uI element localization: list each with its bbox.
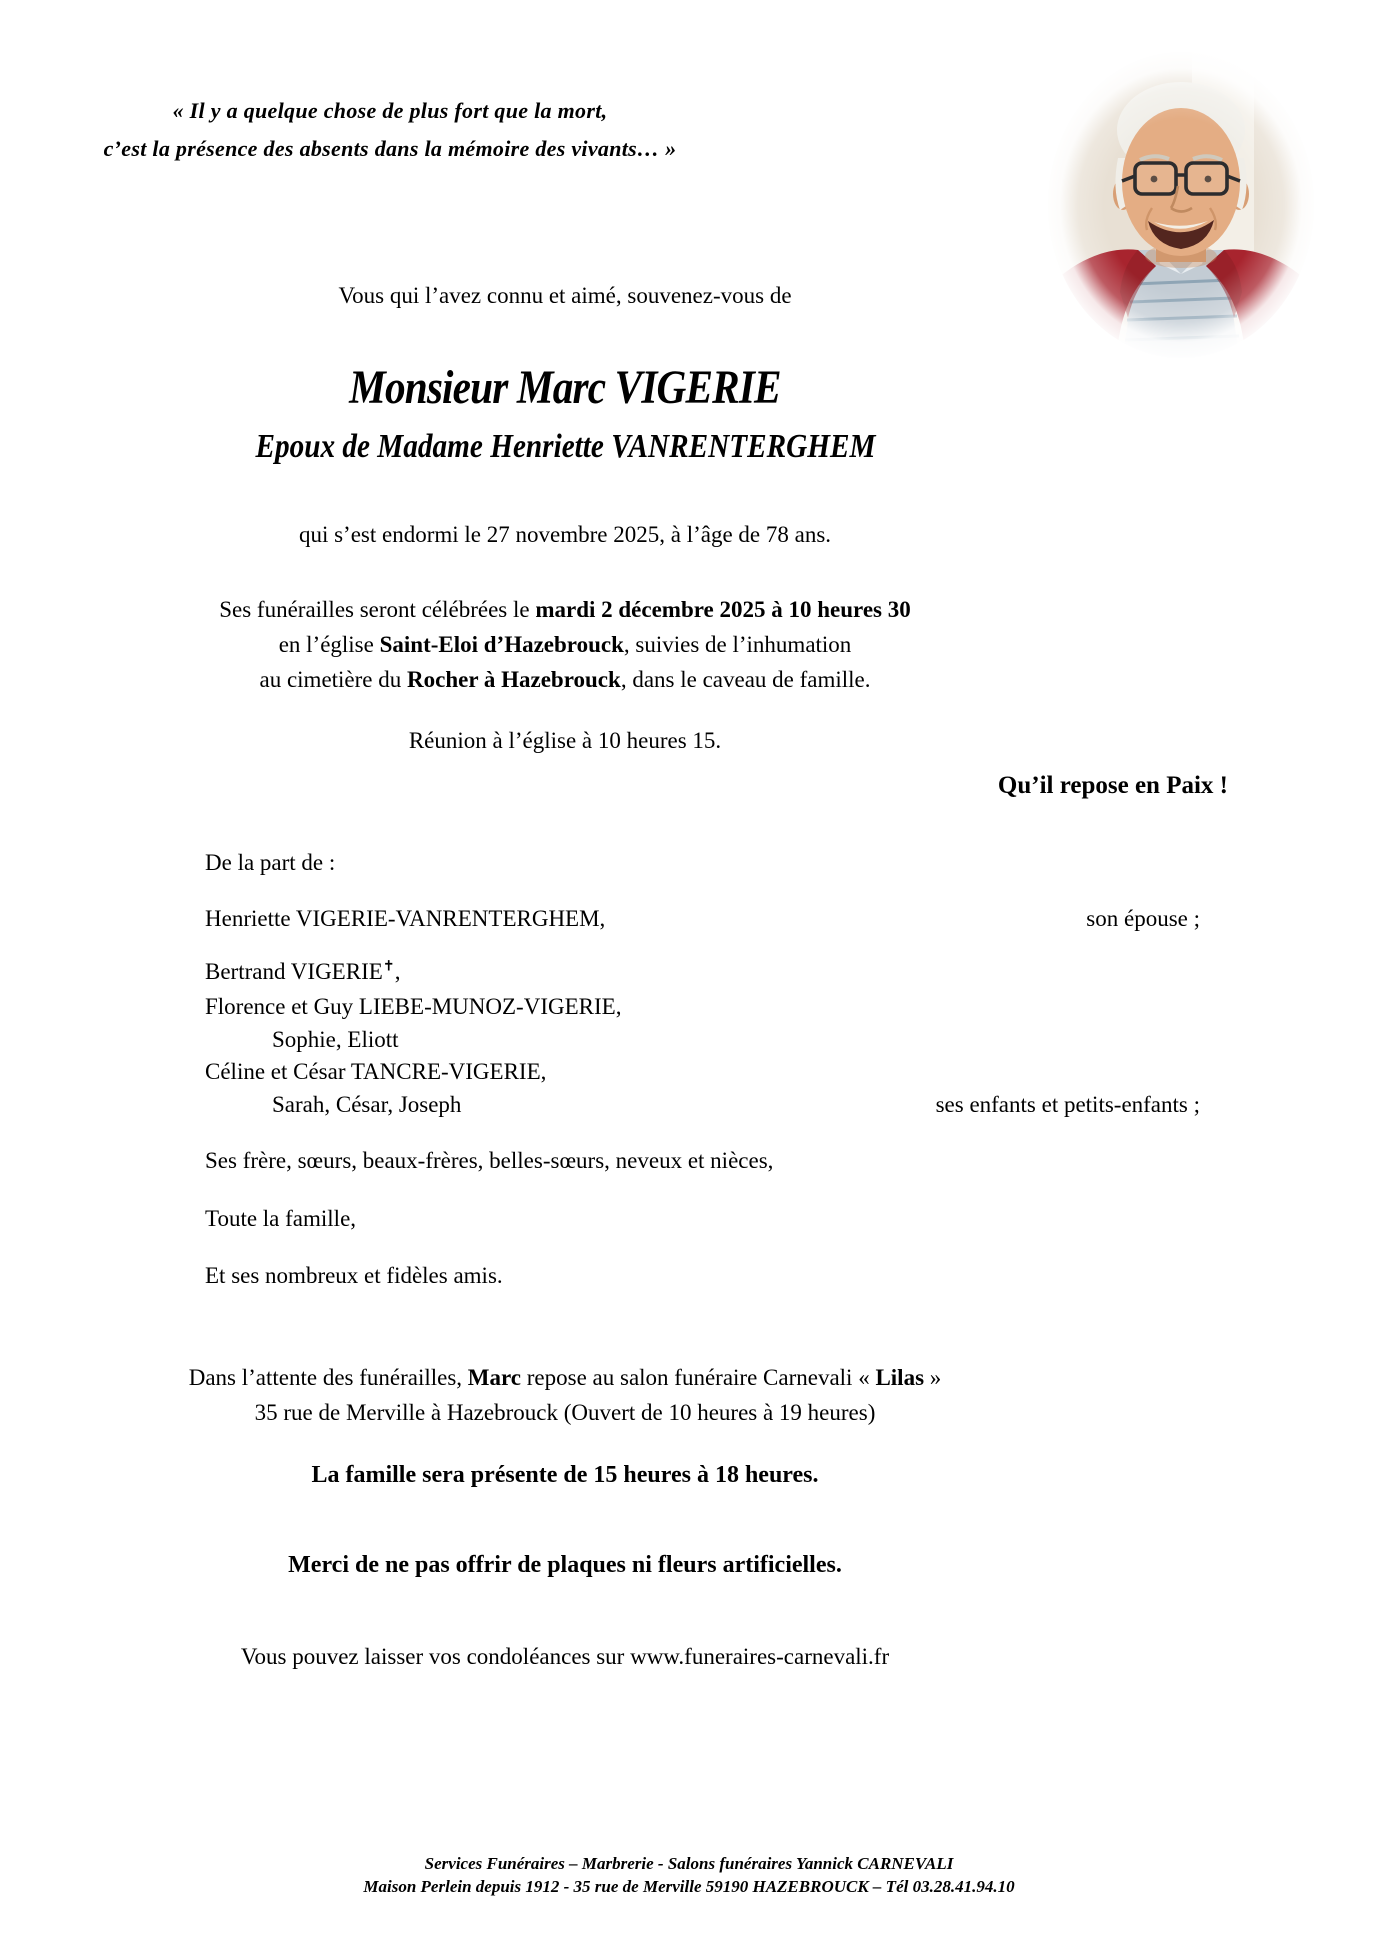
condolences-line: Vous pouvez laisser vos condoléances sur www.funeraires-carnevali.fr <box>240 1644 890 1669</box>
funeral-details <box>0 592 1130 697</box>
grandchildren2-names: Sarah, César, Joseph <box>272 1092 462 1117</box>
viewing-line2: 35 rue de Merville à Hazebrouck (Ouvert de 10 heures à 19 heures) <box>254 1400 876 1425</box>
viewing-line1 <box>0 1360 1130 1395</box>
funeral-line2-regular-b: , suivies de l’inhumation <box>623 632 852 657</box>
funeral-line3-regular-a: au cimetière du <box>259 667 408 692</box>
funeral-line3-bold: Rocher à Hazebrouck <box>407 667 621 692</box>
grandchildren2-row <box>272 1092 1200 1118</box>
friends-line: Et ses nombreux et fidèles amis. <box>205 1263 503 1288</box>
viewing-line1-regular-c: » <box>924 1365 942 1390</box>
whole-family-line: Toute la famille, <box>205 1206 357 1231</box>
viewing-line1-regular-b: repose au salon funéraire Carnevali « <box>521 1365 876 1390</box>
funeral-line2-regular-a: en l’église <box>278 632 380 657</box>
deceased-name <box>0 360 1130 415</box>
family-presence-line: La famille sera présente de 15 heures à 18 heures. <box>311 1462 819 1488</box>
footer-line2: Maison Perlein depuis 1912 - 35 rue de Merville 59190 HAZEBROUCK – Tél 03.28.41.94.10 <box>363 1877 1015 1896</box>
memorial-quote-line1: « Il y a quelque chose de plus fort que la mort, <box>172 98 608 123</box>
funeral-line2 <box>0 627 1130 662</box>
child1-name: Bertrand VIGERIE <box>205 959 383 984</box>
child2-line: Florence et Guy LIEBE-MUNOZ-VIGERIE, <box>205 994 622 1019</box>
grandchildren1-line: Sophie, Eliott <box>272 1027 399 1052</box>
child3-line: Céline et César TANCRE-VIGERIE, <box>205 1059 547 1084</box>
funeral-line3-regular-b: , dans le caveau de famille. <box>620 667 871 692</box>
child1-line <box>205 959 400 985</box>
viewing-line1-bold-place: Lilas <box>875 1365 925 1390</box>
spouse-row <box>205 906 1200 932</box>
deceased-name-text: Monsieur Marc VIGERIE <box>349 361 781 414</box>
funeral-line1-regular: Ses funérailles seront célébrées le <box>219 597 536 622</box>
passing-line: qui s’est endormi le 27 novembre 2025, à l’âge de 78 ans. <box>298 522 832 547</box>
funeral-home-footer <box>0 1852 1378 1898</box>
siblings-line: Ses frère, sœurs, beaux-frères, belles-sœurs, neveux et nièces, <box>205 1148 774 1173</box>
child1-comma: , <box>394 959 401 984</box>
viewing-line1-bold-name: Marc <box>467 1365 522 1390</box>
memorial-quote-line2: c’est la présence des absents dans la mémoire des vivants… » <box>103 136 677 161</box>
deceased-cross-icon: ✝ <box>382 958 395 975</box>
deceased-spouse-line-text: Epoux de Madame Henriette VANRENTERGHEM <box>254 428 876 465</box>
no-flowers-line: Merci de ne pas offrir de plaques ni fleurs artificielles. <box>288 1552 842 1578</box>
memorial-quote <box>75 92 705 168</box>
meeting-line: Réunion à l’église à 10 heures 15. <box>408 728 722 753</box>
viewing-block <box>0 1360 1130 1430</box>
funeral-line1-bold: mardi 2 décembre 2025 à 10 heures 30 <box>535 597 911 622</box>
spouse-name: Henriette VIGERIE-VANRENTERGHEM, <box>205 906 606 931</box>
deceased-spouse-line <box>0 428 1130 466</box>
funeral-line3 <box>0 662 1130 697</box>
funeral-line2-bold: Saint-Eloi d’Hazebrouck <box>379 632 624 657</box>
intro-line: Vous qui l’avez connu et aimé, souvenez-vous de <box>338 283 792 308</box>
spouse-relation: son épouse ; <box>1086 906 1200 931</box>
children-relation: ses enfants et petits-enfants ; <box>935 1092 1200 1117</box>
portrait-photo-svg <box>1042 48 1320 363</box>
funeral-line1 <box>0 592 1130 627</box>
viewing-line1-regular-a: Dans l’attente des funérailles, <box>188 1365 468 1390</box>
from-heading: De la part de : <box>205 850 336 875</box>
rest-in-peace-line: Qu’il repose en Paix ! <box>997 772 1228 799</box>
photo-oval-vignette <box>1042 48 1320 363</box>
portrait-photo <box>1042 48 1320 363</box>
footer-line1: Services Funéraires – Marbrerie - Salons funéraires Yannick CARNEVALI <box>424 1854 954 1873</box>
